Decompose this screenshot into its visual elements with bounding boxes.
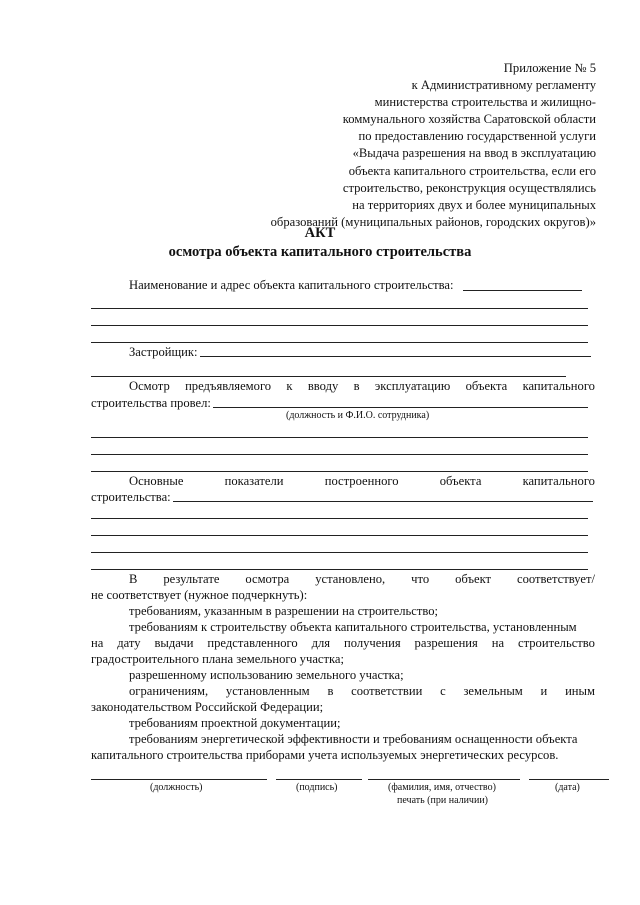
indicators-label: строительства: xyxy=(91,490,171,504)
result-word: установленным xyxy=(225,684,310,698)
inspection-word: предъявляемого xyxy=(185,379,272,393)
indicators-word: показатели xyxy=(224,474,284,488)
inspection-word: в xyxy=(353,379,360,393)
result-word: на xyxy=(491,636,505,650)
result-word: иным xyxy=(565,684,595,698)
document-title: АКТ xyxy=(304,225,336,241)
appendix-line: министерства строительства и жилищно- xyxy=(374,95,596,110)
inspector-field[interactable] xyxy=(213,396,588,408)
developer-row xyxy=(129,345,591,360)
indicators-line-blank[interactable] xyxy=(91,552,588,553)
signature-name-caption: (фамилия, имя, отчество) xyxy=(388,782,496,793)
object-name-line[interactable] xyxy=(91,308,588,309)
result-word: в xyxy=(327,684,334,698)
indicators-row xyxy=(91,490,593,505)
result-item: требованиям проектной документации; xyxy=(129,716,341,730)
appendix-line: объекта капитального строительства, если его xyxy=(348,163,596,178)
result-text: градостроительного плана земельного участка; xyxy=(91,652,345,666)
result-word: с xyxy=(440,684,446,698)
appendix-line: образований (муниципальных районов, городских округов)» xyxy=(270,214,596,229)
result-word: земельным xyxy=(463,684,523,698)
result-word: осмотра xyxy=(245,572,290,586)
appendix-line: к Административному регламенту xyxy=(411,78,596,93)
inspection-word: к xyxy=(286,379,293,393)
indicators-word: объекта xyxy=(439,474,482,488)
indicators-field[interactable] xyxy=(173,490,593,502)
result-word: строительство xyxy=(518,636,595,650)
inspector-line[interactable] xyxy=(91,437,588,438)
indicators-word: капитального xyxy=(522,474,595,488)
result-word: получения xyxy=(343,636,401,650)
object-name-line[interactable] xyxy=(91,342,588,343)
appendix-line: строительство, реконструкция осуществлялись xyxy=(342,180,596,195)
indicators-line-blank[interactable] xyxy=(91,535,588,536)
result-item: требованиям к строительству объекта капитального строительства, установленным xyxy=(129,620,577,634)
indicators-word: построенного xyxy=(324,474,399,488)
result-line xyxy=(129,572,595,587)
appendix-header xyxy=(196,60,596,231)
result-word: установлено, xyxy=(315,572,386,586)
appendix-line: «Выдача разрешения на ввод в эксплуатацию xyxy=(352,146,596,161)
result-word: соответствует/ xyxy=(516,572,595,586)
result-text: не соответствует (нужное подчеркнуть): xyxy=(91,588,308,602)
inspection-word: Осмотр xyxy=(129,379,170,393)
developer-line[interactable] xyxy=(91,376,566,377)
result-item-line xyxy=(129,684,595,699)
inspector-row xyxy=(91,396,588,411)
inspection-word: объекта xyxy=(465,379,508,393)
result-word: выдачи xyxy=(154,636,194,650)
signature-position-line[interactable] xyxy=(91,779,267,780)
inspector-caption: (должность и Ф.И.О. сотрудника) xyxy=(286,410,430,421)
result-word: дату xyxy=(117,636,141,650)
result-word: ограничениям, xyxy=(129,684,209,698)
appendix-line: коммунального хозяйства Саратовской области xyxy=(342,112,596,127)
developer-label: Застройщик: xyxy=(129,345,198,359)
inspection-line xyxy=(129,379,595,394)
result-text: законодательством Российской Федерации; xyxy=(91,700,324,714)
appendix-line: Приложение № 5 xyxy=(503,61,596,75)
developer-field[interactable] xyxy=(200,345,591,357)
signature-date-line[interactable] xyxy=(529,779,609,780)
result-word: и xyxy=(540,684,548,698)
result-word: для xyxy=(311,636,331,650)
document-subtitle: осмотра объекта капитального строительства xyxy=(168,244,472,260)
inspection-word: капитального xyxy=(522,379,595,393)
result-word: на xyxy=(91,636,104,650)
object-name-label: Наименование и адрес объекта капитального строительства: xyxy=(129,278,454,292)
appendix-line: на территориях двух и более муниципальных xyxy=(352,197,596,212)
result-item: требованиям энергетической эффективности и требованиям оснащенности объекта xyxy=(129,732,578,746)
result-word: результате xyxy=(163,572,220,586)
result-word: соответствии xyxy=(351,684,423,698)
result-word: В xyxy=(129,572,138,586)
indicators-line xyxy=(129,474,595,489)
object-name-line[interactable] xyxy=(91,325,588,326)
signature-position-caption: (должность) xyxy=(150,782,203,793)
inspection-word: вводу xyxy=(307,379,339,393)
result-word: разрешения xyxy=(414,636,478,650)
inspector-line[interactable] xyxy=(91,471,588,472)
signature-name-line[interactable] xyxy=(368,779,520,780)
indicators-line-blank[interactable] xyxy=(91,518,588,519)
signature-sign-caption: (подпись) xyxy=(296,782,338,793)
object-name-field[interactable] xyxy=(463,290,582,291)
signature-date-caption: (дата) xyxy=(555,782,580,793)
inspection-word: эксплуатацию xyxy=(374,379,451,393)
result-item-line xyxy=(91,636,595,651)
result-item: требованиям, указанным в разрешении на строительство; xyxy=(129,604,439,618)
stamp-caption: печать (при наличии) xyxy=(397,795,488,806)
appendix-line: по предоставлению государственной услуги xyxy=(358,129,596,144)
indicators-line-blank[interactable] xyxy=(91,569,588,570)
signature-sign-line[interactable] xyxy=(276,779,362,780)
result-word: объект xyxy=(455,572,492,586)
result-item: разрешенному использованию земельного участка; xyxy=(129,668,404,682)
indicators-word: Основные xyxy=(129,474,184,488)
inspector-label: строительства провел: xyxy=(91,396,211,410)
result-word: представленного xyxy=(207,636,298,650)
result-word: что xyxy=(411,572,430,586)
inspector-line[interactable] xyxy=(91,454,588,455)
result-text: капитального строительства приборами учета используемых энергетических ресурсов. xyxy=(91,748,559,762)
